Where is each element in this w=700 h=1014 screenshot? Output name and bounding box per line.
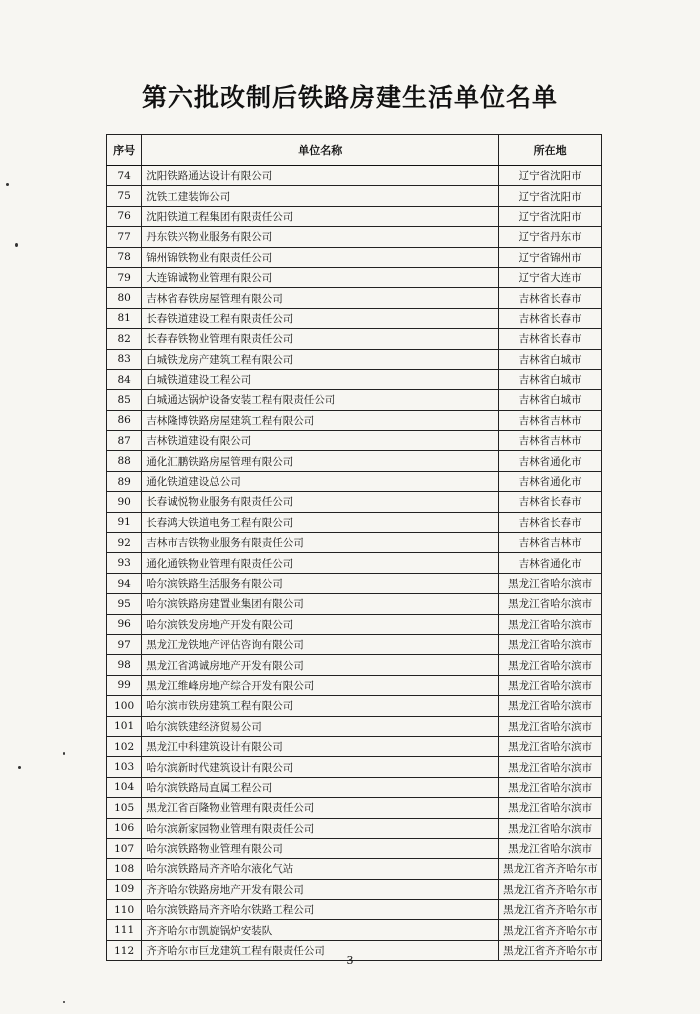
table-row (107, 696, 602, 716)
table-row (107, 757, 602, 777)
table-row (107, 573, 602, 593)
row-unit-name: 哈尔滨铁路局齐齐哈尔铁路工程公司 (142, 900, 499, 920)
row-serial-number: 92 (107, 533, 142, 553)
row-serial-number: 88 (107, 451, 142, 471)
scan-speck (15, 243, 18, 247)
row-location: 黑龙江省齐齐哈尔市 (499, 879, 602, 899)
row-location: 辽宁省沈阳市 (499, 206, 602, 226)
row-unit-name: 吉林隆博铁路房屋建筑工程有限公司 (142, 410, 499, 430)
row-location: 黑龙江省哈尔滨市 (499, 573, 602, 593)
row-location: 黑龙江省哈尔滨市 (499, 614, 602, 634)
row-unit-name: 吉林省春铁房屋管理有限公司 (142, 288, 499, 308)
table-row (107, 247, 602, 267)
row-unit-name: 长春铁道建设工程有限责任公司 (142, 308, 499, 328)
row-location: 黑龙江省哈尔滨市 (499, 838, 602, 858)
row-serial-number: 94 (107, 573, 142, 593)
row-location: 吉林省长春市 (499, 512, 602, 532)
table-row (107, 777, 602, 797)
row-unit-name: 哈尔滨铁建经济贸易公司 (142, 716, 499, 736)
document-title: 第六批改制后铁路房建生活单位名单 (141, 83, 558, 112)
table-row (107, 186, 602, 206)
row-serial-number: 90 (107, 492, 142, 512)
row-serial-number: 110 (107, 900, 142, 920)
row-serial-number: 98 (107, 655, 142, 675)
row-unit-name: 哈尔滨新时代建筑设计有限公司 (142, 757, 499, 777)
row-serial-number: 93 (107, 553, 142, 573)
table-row (107, 369, 602, 389)
table-row (107, 614, 602, 634)
row-serial-number: 82 (107, 329, 142, 349)
table-row (107, 390, 602, 410)
row-serial-number: 107 (107, 838, 142, 858)
row-serial-number: 97 (107, 634, 142, 654)
row-location: 吉林省长春市 (499, 492, 602, 512)
table-row (107, 166, 602, 186)
header-serial-number: 序号 (107, 135, 142, 166)
table-row (107, 655, 602, 675)
row-unit-name: 齐齐哈尔市巨龙建筑工程有限责任公司 (142, 940, 499, 960)
table-row (107, 716, 602, 736)
row-location: 黑龙江省哈尔滨市 (499, 696, 602, 716)
row-unit-name: 白城铁龙房产建筑工程有限公司 (142, 349, 499, 369)
row-unit-name: 大连锦诚物业管理有限公司 (142, 267, 499, 287)
row-serial-number: 86 (107, 410, 142, 430)
row-serial-number: 91 (107, 512, 142, 532)
row-serial-number: 74 (107, 166, 142, 186)
table-row (107, 879, 602, 899)
row-location: 黑龙江省齐齐哈尔市 (499, 859, 602, 879)
table-row (107, 838, 602, 858)
row-serial-number: 104 (107, 777, 142, 797)
row-unit-name: 哈尔滨铁发房地产开发有限公司 (142, 614, 499, 634)
table-row (107, 410, 602, 430)
row-location: 吉林省白城市 (499, 390, 602, 410)
row-serial-number: 78 (107, 247, 142, 267)
row-location: 黑龙江省哈尔滨市 (499, 594, 602, 614)
row-location: 吉林省长春市 (499, 308, 602, 328)
row-unit-name: 哈尔滨铁路局齐齐哈尔液化气站 (142, 859, 499, 879)
row-serial-number: 89 (107, 471, 142, 491)
row-serial-number: 77 (107, 227, 142, 247)
row-serial-number: 87 (107, 431, 142, 451)
table-row (107, 471, 602, 491)
table-row (107, 900, 602, 920)
row-location: 吉林省吉林市 (499, 533, 602, 553)
row-serial-number: 100 (107, 696, 142, 716)
row-unit-name: 哈尔滨铁路房建置业集团有限公司 (142, 594, 499, 614)
row-location: 辽宁省沈阳市 (499, 186, 602, 206)
row-unit-name: 吉林市吉铁物业服务有限责任公司 (142, 533, 499, 553)
table-row (107, 451, 602, 471)
table-row (107, 512, 602, 532)
table-row (107, 920, 602, 940)
scan-speck (63, 752, 65, 755)
row-location: 黑龙江省哈尔滨市 (499, 818, 602, 838)
row-location: 吉林省吉林市 (499, 431, 602, 451)
row-unit-name: 吉林铁道建设有限公司 (142, 431, 499, 451)
table-row (107, 859, 602, 879)
row-serial-number: 111 (107, 920, 142, 940)
row-unit-name: 齐齐哈尔市凯旋锅炉安装队 (142, 920, 499, 940)
row-serial-number: 95 (107, 594, 142, 614)
row-location: 黑龙江省齐齐哈尔市 (499, 920, 602, 940)
row-serial-number: 112 (107, 940, 142, 960)
row-unit-name: 黑龙江省百隆物业管理有限责任公司 (142, 798, 499, 818)
table-row (107, 206, 602, 226)
row-location: 吉林省通化市 (499, 451, 602, 471)
row-location: 吉林省白城市 (499, 369, 602, 389)
row-location: 辽宁省丹东市 (499, 227, 602, 247)
table-row (107, 431, 602, 451)
row-serial-number: 105 (107, 798, 142, 818)
row-location: 黑龙江省哈尔滨市 (499, 777, 602, 797)
row-unit-name: 沈阳铁道工程集团有限责任公司 (142, 206, 499, 226)
row-unit-name: 沈阳铁路通达设计有限公司 (142, 166, 499, 186)
table-row (107, 553, 602, 573)
row-unit-name: 哈尔滨新家园物业管理有限责任公司 (142, 818, 499, 838)
scan-speck (18, 766, 21, 769)
row-serial-number: 106 (107, 818, 142, 838)
row-unit-name: 通化汇鹏铁路房屋管理有限公司 (142, 451, 499, 471)
row-location: 黑龙江省齐齐哈尔市 (499, 900, 602, 920)
table-row (107, 675, 602, 695)
row-serial-number: 109 (107, 879, 142, 899)
row-unit-name: 丹东铁兴物业服务有限公司 (142, 227, 499, 247)
row-location: 黑龙江省哈尔滨市 (499, 757, 602, 777)
table-row (107, 227, 602, 247)
row-location: 黑龙江省哈尔滨市 (499, 798, 602, 818)
row-location: 吉林省通化市 (499, 553, 602, 573)
row-serial-number: 79 (107, 267, 142, 287)
row-serial-number: 103 (107, 757, 142, 777)
header-unit-name: 单位名称 (142, 135, 499, 166)
row-unit-name: 哈尔滨铁路局直属工程公司 (142, 777, 499, 797)
row-location: 辽宁省锦州市 (499, 247, 602, 267)
table-row (107, 594, 602, 614)
table-row (107, 288, 602, 308)
table-row (107, 492, 602, 512)
row-serial-number: 83 (107, 349, 142, 369)
row-unit-name: 黑龙江龙铁地产评估咨询有限公司 (142, 634, 499, 654)
table-row (107, 533, 602, 553)
row-serial-number: 96 (107, 614, 142, 634)
unit-list-table (106, 134, 602, 961)
row-unit-name: 黑龙江维峰房地产综合开发有限公司 (142, 675, 499, 695)
row-unit-name: 哈尔滨铁路物业管理有限公司 (142, 838, 499, 858)
row-unit-name: 长春鸿大铁道电务工程有限公司 (142, 512, 499, 532)
table-row (107, 736, 602, 756)
row-unit-name: 沈铁工建装饰公司 (142, 186, 499, 206)
row-location: 黑龙江省哈尔滨市 (499, 655, 602, 675)
table-row (107, 349, 602, 369)
row-location: 吉林省长春市 (499, 288, 602, 308)
scan-speck (6, 183, 9, 186)
row-location: 黑龙江省哈尔滨市 (499, 675, 602, 695)
row-unit-name: 哈尔滨市铁房建筑工程有限公司 (142, 696, 499, 716)
row-serial-number: 99 (107, 675, 142, 695)
row-unit-name: 长春春铁物业管理有限责任公司 (142, 329, 499, 349)
table-row (107, 634, 602, 654)
row-location: 吉林省长春市 (499, 329, 602, 349)
row-unit-name: 长春诚悦物业服务有限责任公司 (142, 492, 499, 512)
row-location: 吉林省吉林市 (499, 410, 602, 430)
row-serial-number: 84 (107, 369, 142, 389)
table-header-row (107, 135, 602, 166)
table-row (107, 818, 602, 838)
row-unit-name: 锦州锦铁物业有限责任公司 (142, 247, 499, 267)
row-serial-number: 80 (107, 288, 142, 308)
page-number: 3 (346, 954, 354, 967)
row-location: 黑龙江省齐齐哈尔市 (499, 940, 602, 960)
row-serial-number: 102 (107, 736, 142, 756)
row-location: 黑龙江省哈尔滨市 (499, 634, 602, 654)
row-serial-number: 108 (107, 859, 142, 879)
row-location: 吉林省通化市 (499, 471, 602, 491)
table-row (107, 798, 602, 818)
row-serial-number: 75 (107, 186, 142, 206)
row-serial-number: 76 (107, 206, 142, 226)
row-unit-name: 齐齐哈尔铁路房地产开发有限公司 (142, 879, 499, 899)
scan-speck (63, 1001, 65, 1003)
row-location: 黑龙江省哈尔滨市 (499, 736, 602, 756)
row-unit-name: 哈尔滨铁路生活服务有限公司 (142, 573, 499, 593)
row-unit-name: 白城通达锅炉设备安装工程有限责任公司 (142, 390, 499, 410)
row-serial-number: 101 (107, 716, 142, 736)
row-location: 吉林省白城市 (499, 349, 602, 369)
row-unit-name: 黑龙江省鸿诚房地产开发有限公司 (142, 655, 499, 675)
header-location: 所在地 (499, 135, 602, 166)
row-serial-number: 85 (107, 390, 142, 410)
row-unit-name: 通化铁道建设总公司 (142, 471, 499, 491)
row-unit-name: 白城铁道建设工程公司 (142, 369, 499, 389)
table-row (107, 308, 602, 328)
table-row (107, 267, 602, 287)
row-location: 辽宁省大连市 (499, 267, 602, 287)
row-location: 辽宁省沈阳市 (499, 166, 602, 186)
table-row (107, 329, 602, 349)
row-unit-name: 通化通铁物业管理有限责任公司 (142, 553, 499, 573)
row-unit-name: 黑龙江中科建筑设计有限公司 (142, 736, 499, 756)
row-serial-number: 81 (107, 308, 142, 328)
row-location: 黑龙江省哈尔滨市 (499, 716, 602, 736)
